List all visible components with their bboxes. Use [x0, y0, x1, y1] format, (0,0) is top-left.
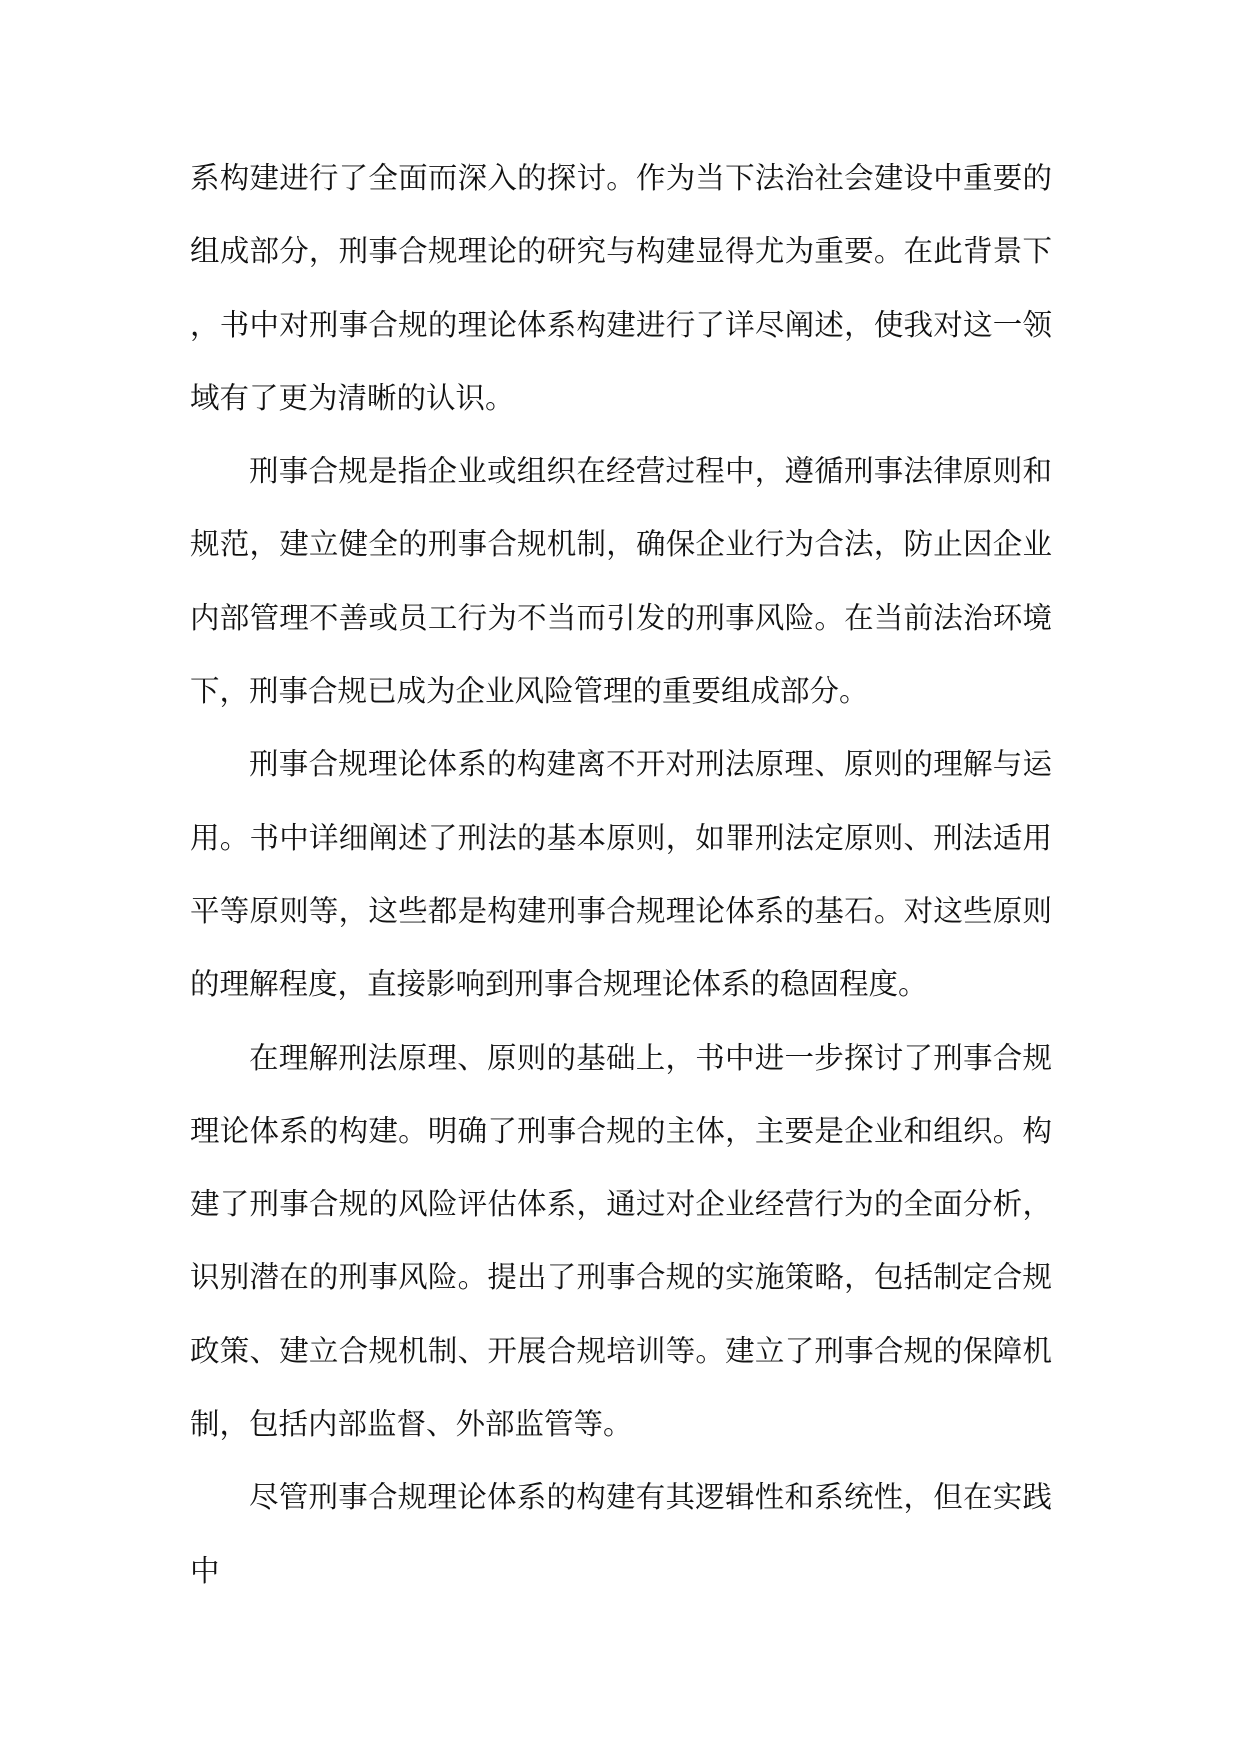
paragraph-1: 系构建进行了全面而深入的探讨。作为当下法治社会建设中重要的组成部分，刑事合规理论的研究与构建显得尤为重要。在此背景下，书中对刑事合规的理论体系构建进行了详尽阐述，使我对这一领域有了更为清晰的认识。	[190, 161, 1052, 415]
paragraph-2: 刑事合规是指企业或组织在经营过程中，遵循刑事法律原则和规范，建立健全的刑事合规机制，确保企业行为合法，防止因企业内部管理不善或员工行为不当而引发的刑事风险。在当前法治环境下，刑事合规已成为企业风险管理的重要组成部分。	[190, 454, 1052, 709]
paragraph-3: 刑事合规理论体系的构建离不开对刑法原理、原则的理解与运用。书中详细阐述了刑法的基本原则，如罪刑法定原则、刑法适用平等原则等，这些都是构建刑事合规理论体系的基石。对这些原则的理解程度，直接影响到刑事合规理论体系的稳固程度。	[190, 747, 1052, 1002]
document-body	[190, 142, 1052, 1608]
paragraph-4: 在理解刑法原理、原则的基础上，书中进一步探讨了刑事合规理论体系的构建。明确了刑事合规的主体，主要是企业和组织。构建了刑事合规的风险评估体系，通过对企业经营行为的全面分析，识别潜在的刑事风险。提出了刑事合规的实施策略，包括制定合规政策、建立合规机制、开展合规培训等。建立了刑事合规的保障机制，包括内部监督、外部监管等。	[190, 1040, 1052, 1442]
paragraph-5: 尽管刑事合规理论体系的构建有其逻辑性和系统性，但在实践中	[190, 1480, 1052, 1588]
